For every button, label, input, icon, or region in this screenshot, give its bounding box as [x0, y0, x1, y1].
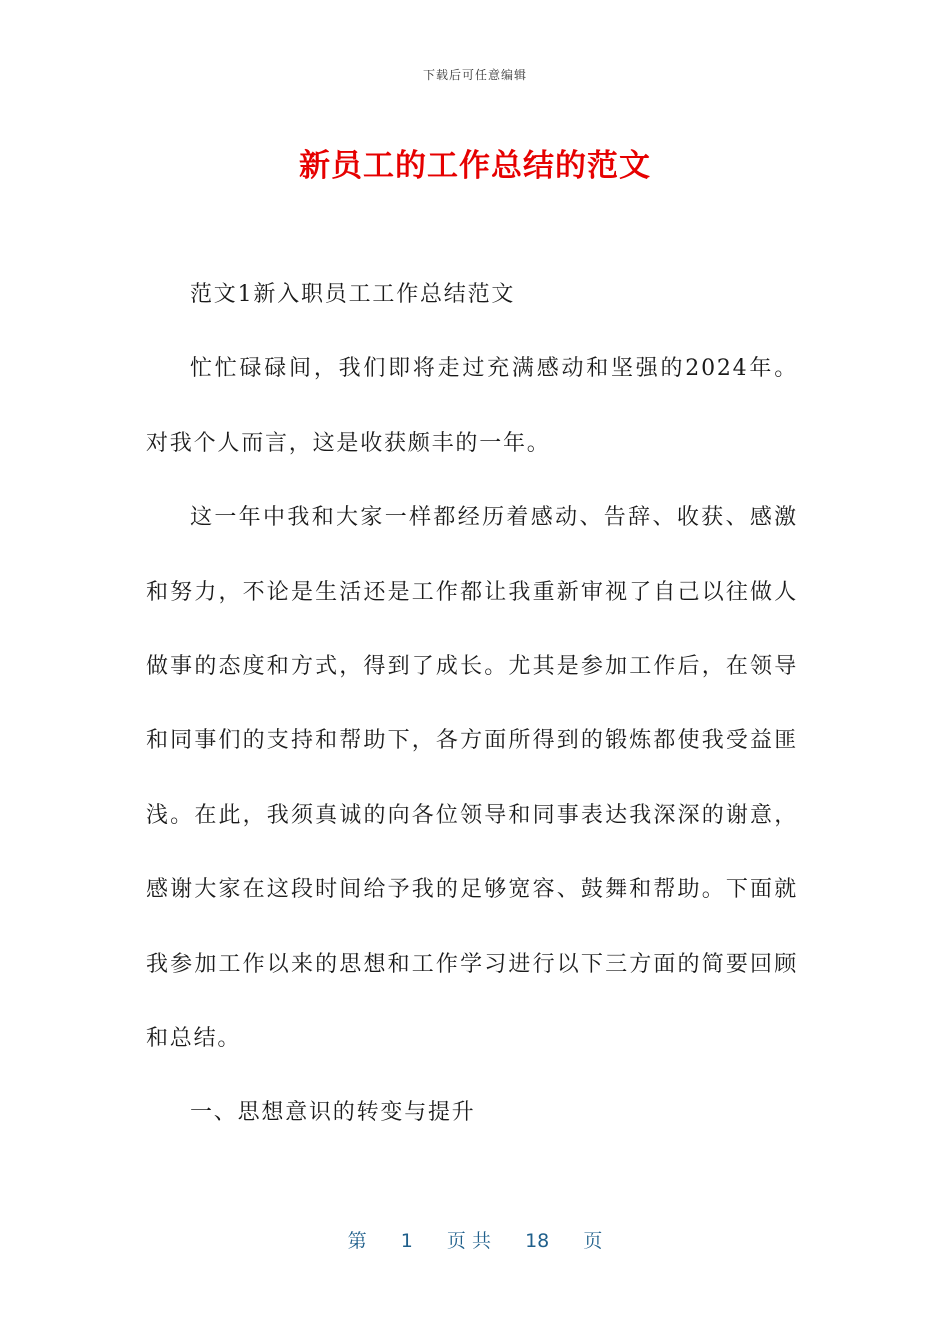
paragraph-subheading: 一、思想意识的转变与提升	[190, 1100, 476, 1126]
page-footer	[0, 1226, 950, 1253]
footer-middle: 页 共	[446, 1230, 491, 1252]
footer-prefix: 第	[347, 1230, 367, 1252]
paragraph-section-heading: 范文1新入职员工工作总结范文	[190, 282, 516, 307]
header-note: 下载后可任意编辑	[422, 68, 527, 82]
footer-current-page: 1	[400, 1230, 413, 1252]
document-body	[146, 258, 798, 1151]
footer-total-pages: 18	[525, 1230, 550, 1252]
paragraph-main: 这一年中我和大家一样都经历着感动、告辞、收获、感激和努力，不论是生活还是工作都让我重新审视了自己以往做人做事的态度和方式，得到了成长。尤其是参加工作后，在领导和同事们的支持和帮助下，各方面所得到的锻炼都使我受益匪浅。在此，我须真诚的向各位领导和同事表达我深深的谢意，感谢大家在这段时间给予我的足够宽容、鼓舞和帮助。下面就我参加工作以来的思想和工作学习进行以下三方面的简要回顾和总结。	[146, 505, 798, 1052]
paragraph-intro: 忙忙碌碌间，我们即将走过充满感动和坚强的2024年。对我个人而言，这是收获颇丰的一年。	[146, 356, 798, 456]
document-title: 新员工的工作总结的范文	[299, 148, 651, 184]
footer-suffix: 页	[583, 1230, 603, 1252]
